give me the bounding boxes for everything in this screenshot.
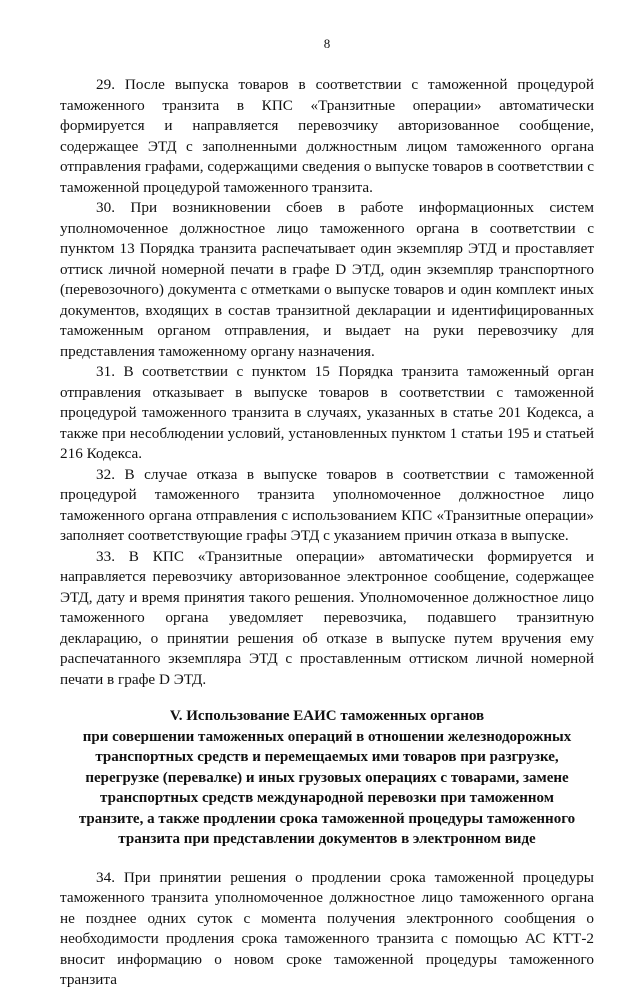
page-number: 8 [323,36,331,51]
section-heading [60,706,594,850]
section-heading-line: перегрузке (перевалке) и иных грузовых операциях с товарами, замене [85,769,569,786]
paragraph-31: 31. В соответствии с пунктом 15 Порядка транзита таможенный орган отправления отказывает в выпуске товаров в соответствии с таможенной процедурой таможенного транзита в случаях, указанных в статье 201 Кодекса, а также при несоблюдении условий, установленных пунктом 1 статьи 195 и статьей 216 Кодекса. [60,363,594,462]
paragraph-33: 33. В КПС «Транзитные операции» автоматически формируется и направляется перевозчику авторизованное электронное сообщение, содержащее ЭТД, дату и время принятия такого решения. Уполномоченное должностное лицо таможенного органа уведомляет перевозчика, подавшего транзитную декларацию, о принятии решения об отказе в выпуске путем вручения ему распечатанного экземпляра ЭТД с проставленным оттиском личной номерной печати в графе D ЭТД. [60,547,594,688]
section-heading-line: транспортных средств и перемещаемых ими товаров при разгрузке, [95,749,559,765]
section-heading-line: транзита при представлении документов в электронном виде [118,831,536,847]
paragraph-32: 32. В случае отказа в выпуске товаров в соответствии с таможенной процедурой таможенного транзита уполномоченное должностное лицо таможенного органа отправления с использованием КПС «Транзитные операции» заполняет соответствующие графы ЭТД с указанием причин отказа в выпуске. [60,465,594,544]
section-heading-line: транзите, а также продлении срока таможенной процедуры таможенного [78,810,576,827]
section-heading-line: транспортных средств международной перевозки при таможенном [100,790,554,806]
paragraph-30: 30. При возникновении сбоев в работе информационных систем уполномоченное должностное лицо таможенного органа в соответствии с пунктом 13 Порядка транзита распечатывает один экземпляр ЭТД и проставляет оттиск личной номерной печати в графе D ЭТД, один экземпляр транспортного (перевозочного) документа с отметками о выпуске товаров и один комплект иных документов, входящих в состав транзитной декларации и идентифицированных таможенным органом отправления, и выдает на руки перевозчику для представления таможенному органу назначения. [60,199,594,360]
section-heading-line: V. Использование ЕАИС таможенных органов [169,708,485,724]
paragraph-34: 34. При принятии решения о продлении срока таможенной процедуры таможенного транзита уполномоченное должностное лицо таможенного органа не позднее одних суток с момента получения электронного сообщения о необходимости продления срока таможенного транзита с помощью АС КТТ-2 вносит информацию о новом сроке таможенной процедуры таможенного транзита [60,868,594,988]
paragraph-29: 29. После выпуска товаров в соответствии с таможенной процедурой таможенного транзита в КПС «Транзитные операции» автоматически формируется и направляется перевозчику авторизованное сообщение, содержащее ЭТД с заполненными должностным лицом таможенного органа отправления графами, содержащими сведения о выпуске товаров в соответствии с таможенной процедурой таможенного транзита. [60,76,594,196]
section-heading-line: при совершении таможенных операций в отношении железнодорожных [82,728,572,745]
